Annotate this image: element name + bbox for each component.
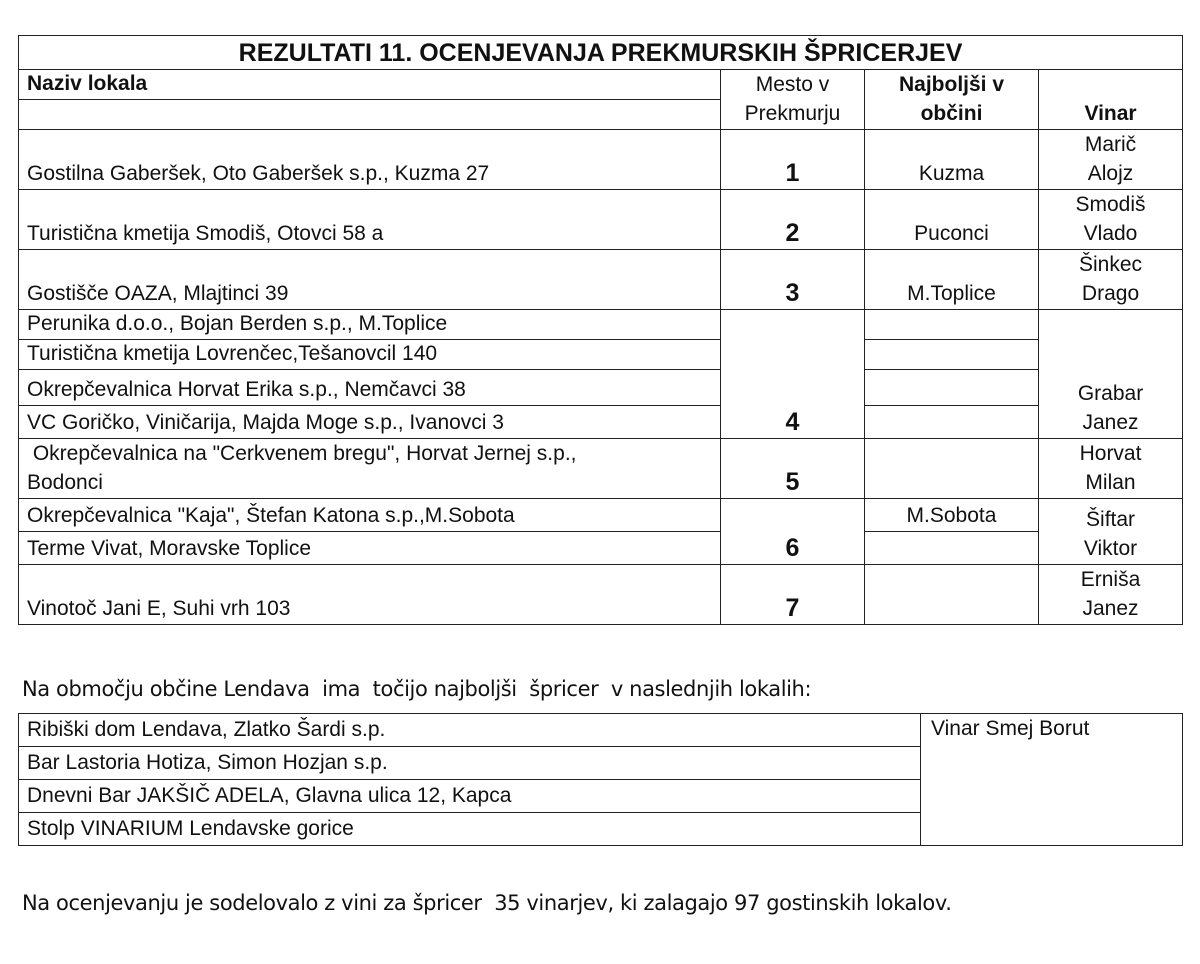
- winemaker-surname: Marič: [1084, 133, 1137, 156]
- header-winemaker: Vinar: [1039, 100, 1183, 130]
- winemaker-surname: Grabar: [1077, 382, 1144, 405]
- municipality: [865, 310, 1039, 340]
- rank-value: 5: [721, 439, 865, 499]
- venue-name: Okrepčevalnica "Kaja", Štefan Katona s.p.,M.Sobota: [19, 499, 721, 532]
- venue-name: [19, 439, 721, 499]
- winemaker-firstname: Janez: [1082, 597, 1139, 620]
- lendava-winemaker: Vinar Smej Borut: [921, 714, 1183, 846]
- municipality: [865, 406, 1039, 439]
- winemaker-surname: Šiftar: [1086, 508, 1136, 531]
- header-best-line1: Najboljši v: [865, 70, 1039, 100]
- winemaker-firstname: Viktor: [1083, 537, 1138, 560]
- venue-name: Vinotoč Jani E, Suhi vrh 103: [19, 565, 721, 625]
- results-table: [18, 35, 1183, 625]
- rank-value: 1: [721, 130, 865, 190]
- winemaker: [1039, 565, 1183, 625]
- municipality: [865, 439, 1039, 499]
- footer-note: Na ocenjevanju je sodelovalo z vini za špricer 35 vinarjev, ki zalagajo 97 gostinskih lokalov.: [22, 891, 952, 915]
- header-name-spacer: [19, 100, 721, 130]
- venue-name: Terme Vivat, Moravske Toplice: [19, 532, 721, 565]
- winemaker: [1039, 190, 1183, 250]
- header-place-line1: Mesto v: [721, 70, 865, 100]
- winemaker-surname: Šinkec: [1079, 253, 1143, 276]
- municipality: M.Toplice: [865, 250, 1039, 310]
- venue-name: Gostišče OAZA, Mlajtinci 39: [19, 250, 721, 310]
- venue-name-line1: Okrepčevalnica na "Cerkvenem bregu", Horvat Jernej s.p.,: [27, 442, 577, 465]
- rank-value: 6: [721, 499, 865, 565]
- winemaker: [1039, 130, 1183, 190]
- lendava-venue: Bar Lastoria Hotiza, Simon Hozjan s.p.: [19, 747, 921, 780]
- venue-name: Gostilna Gaberšek, Oto Gaberšek s.p., Kuzma 27: [19, 130, 721, 190]
- municipality: [865, 565, 1039, 625]
- winemaker: [1039, 250, 1183, 310]
- municipality: M.Sobota: [865, 499, 1039, 532]
- municipality: [865, 532, 1039, 565]
- winemaker: [1039, 439, 1183, 499]
- lendava-venue: Ribiški dom Lendava, Zlatko Šardi s.p.: [19, 714, 921, 747]
- municipality: [865, 340, 1039, 370]
- lendava-venue: Dnevni Bar JAKŠIČ ADELA, Glavna ulica 12, Kapca: [19, 780, 921, 813]
- winemaker-firstname: Janez: [1082, 411, 1139, 434]
- winemaker-firstname: Alojz: [1087, 162, 1134, 185]
- rank-value: 7: [721, 565, 865, 625]
- venue-name: Okrepčevalnica Horvat Erika s.p., Nemčavci 38: [19, 370, 721, 406]
- municipality: Kuzma: [865, 130, 1039, 190]
- winemaker-firstname: Vlado: [1083, 222, 1138, 245]
- header-best-line2: občini: [865, 100, 1039, 130]
- municipality: [865, 370, 1039, 406]
- municipality: Puconci: [865, 190, 1039, 250]
- venue-name: Turistična kmetija Lovrenčec,Tešanovcil 140: [19, 340, 721, 370]
- header-place-line2: Prekmurju: [721, 100, 865, 130]
- winemaker-surname: Horvat: [1079, 442, 1142, 465]
- winemaker-surname: Smodiš: [1075, 193, 1146, 216]
- table-title: REZULTATI 11. OCENJEVANJA PREKMURSKIH ŠPRICERJEV: [19, 36, 1183, 70]
- winemaker-firstname: Drago: [1081, 282, 1140, 305]
- lendava-table: [18, 713, 1183, 846]
- rank-value: 4: [721, 310, 865, 439]
- winemaker-surname: Erniša: [1080, 568, 1141, 591]
- header-winemaker-spacer: [1039, 70, 1183, 100]
- winemaker: [1039, 499, 1183, 565]
- venue-name: Turistična kmetija Smodiš, Otovci 58 a: [19, 190, 721, 250]
- venue-name: VC Goričko, Viničarija, Majda Moge s.p., Ivanovci 3: [19, 406, 721, 439]
- venue-name: Perunika d.o.o., Bojan Berden s.p., M.Toplice: [19, 310, 721, 340]
- rank-value: 3: [721, 250, 865, 310]
- venue-name-line2: Bodonci: [27, 471, 103, 494]
- winemaker-firstname: Milan: [1085, 471, 1136, 494]
- rank-value: 2: [721, 190, 865, 250]
- lendava-venue: Stolp VINARIUM Lendavske gorice: [19, 813, 921, 846]
- winemaker: [1039, 310, 1183, 439]
- lendava-note: Na območju občine Lendava ima točijo najboljši špricer v naslednjih lokalih:: [22, 677, 812, 701]
- header-name: Naziv lokala: [19, 70, 721, 100]
